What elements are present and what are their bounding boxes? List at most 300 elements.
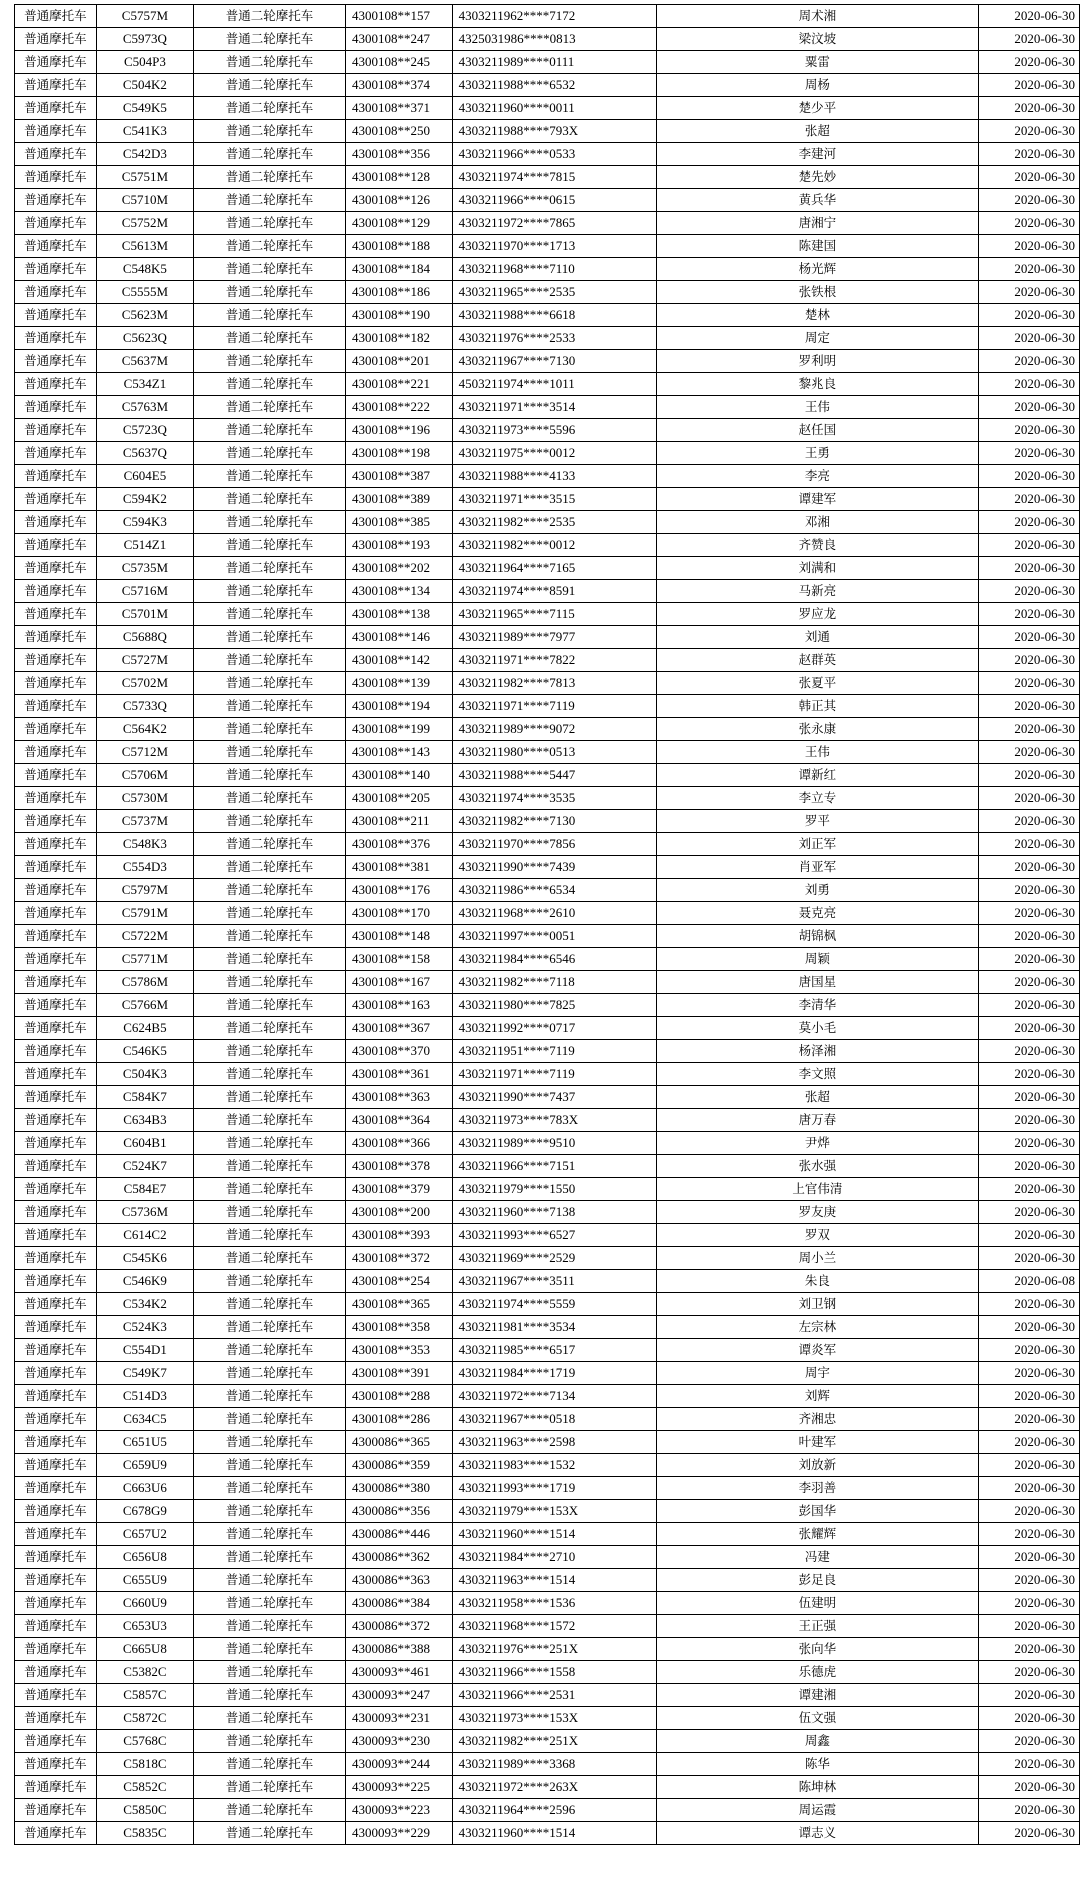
vehicle-type-cell: 普通二轮摩托车 bbox=[194, 649, 346, 672]
id-number-cell: 4303211964****7165 bbox=[452, 557, 657, 580]
file-number-cell: C5637M bbox=[96, 350, 193, 373]
file-number-cell: C5737M bbox=[96, 810, 193, 833]
id-number-cell: 4303211984****6546 bbox=[452, 948, 657, 971]
date-cell: 2020-06-30 bbox=[978, 74, 1079, 97]
table-row bbox=[15, 603, 1080, 626]
id-number-cell: 4303211966****7151 bbox=[452, 1155, 657, 1178]
name-cell: 周术湘 bbox=[657, 5, 978, 28]
name-cell: 刘正军 bbox=[657, 833, 978, 856]
id-number-cell: 4303211972****7865 bbox=[452, 212, 657, 235]
date-cell: 2020-06-30 bbox=[978, 1408, 1079, 1431]
license-class-cell: 普通摩托车 bbox=[15, 557, 97, 580]
license-class-cell: 普通摩托车 bbox=[15, 1822, 97, 1845]
id-number-cell: 4303211973****5596 bbox=[452, 419, 657, 442]
table-row bbox=[15, 1132, 1080, 1155]
license-class-cell: 普通摩托车 bbox=[15, 1546, 97, 1569]
file-number-cell: C5727M bbox=[96, 649, 193, 672]
id-number-cell: 4303211968****7110 bbox=[452, 258, 657, 281]
name-cell: 赵群英 bbox=[657, 649, 978, 672]
license-class-cell: 普通摩托车 bbox=[15, 534, 97, 557]
date-cell: 2020-06-30 bbox=[978, 1293, 1079, 1316]
date-cell: 2020-06-30 bbox=[978, 373, 1079, 396]
exam-ticket-cell: 4300108**176 bbox=[346, 879, 453, 902]
file-number-cell: C5382C bbox=[96, 1661, 193, 1684]
license-class-cell: 普通摩托车 bbox=[15, 1132, 97, 1155]
license-class-cell: 普通摩托车 bbox=[15, 1155, 97, 1178]
exam-ticket-cell: 4300108**194 bbox=[346, 695, 453, 718]
table-row bbox=[15, 1799, 1080, 1822]
id-number-cell: 4303211973****153X bbox=[452, 1707, 657, 1730]
exam-ticket-cell: 4300108**205 bbox=[346, 787, 453, 810]
exam-ticket-cell: 4300108**378 bbox=[346, 1155, 453, 1178]
name-cell: 罗友庚 bbox=[657, 1201, 978, 1224]
name-cell: 粟雷 bbox=[657, 51, 978, 74]
file-number-cell: C5736M bbox=[96, 1201, 193, 1224]
table-row bbox=[15, 833, 1080, 856]
vehicle-type-cell: 普通二轮摩托车 bbox=[194, 1132, 346, 1155]
table-row bbox=[15, 166, 1080, 189]
file-number-cell: C5733Q bbox=[96, 695, 193, 718]
date-cell: 2020-06-30 bbox=[978, 1385, 1079, 1408]
table-row bbox=[15, 120, 1080, 143]
file-number-cell: C5786M bbox=[96, 971, 193, 994]
name-cell: 马新亮 bbox=[657, 580, 978, 603]
table-body bbox=[15, 5, 1080, 1845]
file-number-cell: C5706M bbox=[96, 764, 193, 787]
license-class-cell: 普通摩托车 bbox=[15, 856, 97, 879]
id-number-cell: 4303211969****2529 bbox=[452, 1247, 657, 1270]
license-class-cell: 普通摩托车 bbox=[15, 1040, 97, 1063]
license-class-cell: 普通摩托车 bbox=[15, 580, 97, 603]
file-number-cell: C5850C bbox=[96, 1799, 193, 1822]
name-cell: 冯建 bbox=[657, 1546, 978, 1569]
vehicle-type-cell: 普通二轮摩托车 bbox=[194, 787, 346, 810]
license-class-cell: 普通摩托车 bbox=[15, 1017, 97, 1040]
license-class-cell: 普通摩托车 bbox=[15, 1684, 97, 1707]
file-number-cell: C554D1 bbox=[96, 1339, 193, 1362]
file-number-cell: C655U9 bbox=[96, 1569, 193, 1592]
license-class-cell: 普通摩托车 bbox=[15, 1362, 97, 1385]
table-row bbox=[15, 51, 1080, 74]
id-number-cell: 4303211975****0012 bbox=[452, 442, 657, 465]
vehicle-type-cell: 普通二轮摩托车 bbox=[194, 1201, 346, 1224]
name-cell: 莫小毛 bbox=[657, 1017, 978, 1040]
name-cell: 王正强 bbox=[657, 1615, 978, 1638]
table-row bbox=[15, 465, 1080, 488]
name-cell: 陈坤林 bbox=[657, 1776, 978, 1799]
exam-ticket-cell: 4300108**381 bbox=[346, 856, 453, 879]
vehicle-type-cell: 普通二轮摩托车 bbox=[194, 1431, 346, 1454]
vehicle-type-cell: 普通二轮摩托车 bbox=[194, 534, 346, 557]
file-number-cell: C584K7 bbox=[96, 1086, 193, 1109]
date-cell: 2020-06-30 bbox=[978, 1753, 1079, 1776]
date-cell: 2020-06-30 bbox=[978, 1684, 1079, 1707]
vehicle-type-cell: 普通二轮摩托车 bbox=[194, 1615, 346, 1638]
exam-ticket-cell: 4300108**364 bbox=[346, 1109, 453, 1132]
vehicle-type-cell: 普通二轮摩托车 bbox=[194, 764, 346, 787]
license-class-cell: 普通摩托车 bbox=[15, 833, 97, 856]
table-row bbox=[15, 557, 1080, 580]
exam-ticket-cell: 4300108**167 bbox=[346, 971, 453, 994]
id-number-cell: 4303211976****2533 bbox=[452, 327, 657, 350]
date-cell: 2020-06-30 bbox=[978, 1178, 1079, 1201]
exam-ticket-cell: 4300108**366 bbox=[346, 1132, 453, 1155]
table-row bbox=[15, 327, 1080, 350]
table-row bbox=[15, 373, 1080, 396]
name-cell: 罗应龙 bbox=[657, 603, 978, 626]
file-number-cell: C564K2 bbox=[96, 718, 193, 741]
vehicle-type-cell: 普通二轮摩托车 bbox=[194, 350, 346, 373]
file-number-cell: C5712M bbox=[96, 741, 193, 764]
id-number-cell: 4303211982****7118 bbox=[452, 971, 657, 994]
license-class-cell: 普通摩托车 bbox=[15, 166, 97, 189]
license-class-cell: 普通摩托车 bbox=[15, 97, 97, 120]
table-row bbox=[15, 948, 1080, 971]
file-number-cell: C614C2 bbox=[96, 1224, 193, 1247]
name-cell: 齐赞良 bbox=[657, 534, 978, 557]
exam-ticket-cell: 4300108**157 bbox=[346, 5, 453, 28]
vehicle-type-cell: 普通二轮摩托车 bbox=[194, 304, 346, 327]
name-cell: 尹烨 bbox=[657, 1132, 978, 1155]
id-number-cell: 4303211963****1514 bbox=[452, 1569, 657, 1592]
table-row bbox=[15, 1753, 1080, 1776]
vehicle-type-cell: 普通二轮摩托车 bbox=[194, 1155, 346, 1178]
exam-ticket-cell: 4300108**374 bbox=[346, 74, 453, 97]
id-number-cell: 4303211979****1550 bbox=[452, 1178, 657, 1201]
date-cell: 2020-06-30 bbox=[978, 1707, 1079, 1730]
vehicle-type-cell: 普通二轮摩托车 bbox=[194, 1569, 346, 1592]
license-class-cell: 普通摩托车 bbox=[15, 258, 97, 281]
exam-ticket-cell: 4300108**254 bbox=[346, 1270, 453, 1293]
id-number-cell: 4303211992****0717 bbox=[452, 1017, 657, 1040]
file-number-cell: C542D3 bbox=[96, 143, 193, 166]
date-cell: 2020-06-30 bbox=[978, 557, 1079, 580]
date-cell: 2020-06-30 bbox=[978, 1109, 1079, 1132]
date-cell: 2020-06-30 bbox=[978, 465, 1079, 488]
license-class-cell: 普通摩托车 bbox=[15, 1500, 97, 1523]
vehicle-type-cell: 普通二轮摩托车 bbox=[194, 419, 346, 442]
name-cell: 谭建军 bbox=[657, 488, 978, 511]
table-row bbox=[15, 695, 1080, 718]
name-cell: 李建河 bbox=[657, 143, 978, 166]
file-number-cell: C514D3 bbox=[96, 1385, 193, 1408]
date-cell: 2020-06-30 bbox=[978, 810, 1079, 833]
license-class-cell: 普通摩托车 bbox=[15, 1178, 97, 1201]
license-class-cell: 普通摩托车 bbox=[15, 1523, 97, 1546]
id-number-cell: 4303211993****6527 bbox=[452, 1224, 657, 1247]
id-number-cell: 4303211958****1536 bbox=[452, 1592, 657, 1615]
date-cell: 2020-06-30 bbox=[978, 1040, 1079, 1063]
file-number-cell: C546K5 bbox=[96, 1040, 193, 1063]
table-row bbox=[15, 304, 1080, 327]
name-cell: 周颖 bbox=[657, 948, 978, 971]
vehicle-type-cell: 普通二轮摩托车 bbox=[194, 718, 346, 741]
id-number-cell: 4303211974****3535 bbox=[452, 787, 657, 810]
name-cell: 刘放新 bbox=[657, 1454, 978, 1477]
vehicle-type-cell: 普通二轮摩托车 bbox=[194, 465, 346, 488]
name-cell: 周小兰 bbox=[657, 1247, 978, 1270]
date-cell: 2020-06-30 bbox=[978, 51, 1079, 74]
exam-ticket-cell: 4300108**186 bbox=[346, 281, 453, 304]
vehicle-type-cell: 普通二轮摩托车 bbox=[194, 580, 346, 603]
license-class-cell: 普通摩托车 bbox=[15, 902, 97, 925]
file-number-cell: C594K3 bbox=[96, 511, 193, 534]
table-row bbox=[15, 1592, 1080, 1615]
license-class-cell: 普通摩托车 bbox=[15, 1661, 97, 1684]
license-class-cell: 普通摩托车 bbox=[15, 235, 97, 258]
table-row bbox=[15, 212, 1080, 235]
name-cell: 张夏平 bbox=[657, 672, 978, 695]
license-class-cell: 普通摩托车 bbox=[15, 1569, 97, 1592]
date-cell: 2020-06-30 bbox=[978, 787, 1079, 810]
id-number-cell: 4303211972****263X bbox=[452, 1776, 657, 1799]
license-class-cell: 普通摩托车 bbox=[15, 5, 97, 28]
vehicle-type-cell: 普通二轮摩托车 bbox=[194, 741, 346, 764]
exam-ticket-cell: 4300086**446 bbox=[346, 1523, 453, 1546]
date-cell: 2020-06-30 bbox=[978, 741, 1079, 764]
date-cell: 2020-06-30 bbox=[978, 304, 1079, 327]
id-number-cell: 4303211972****7134 bbox=[452, 1385, 657, 1408]
vehicle-type-cell: 普通二轮摩托车 bbox=[194, 1408, 346, 1431]
vehicle-type-cell: 普通二轮摩托车 bbox=[194, 810, 346, 833]
license-class-cell: 普通摩托车 bbox=[15, 143, 97, 166]
exam-ticket-cell: 4300108**134 bbox=[346, 580, 453, 603]
table-row bbox=[15, 97, 1080, 120]
id-number-cell: 4303211988****5447 bbox=[452, 764, 657, 787]
exam-ticket-cell: 4300093**230 bbox=[346, 1730, 453, 1753]
exam-ticket-cell: 4300108**126 bbox=[346, 189, 453, 212]
id-number-cell: 4303211982****2535 bbox=[452, 511, 657, 534]
file-number-cell: C584E7 bbox=[96, 1178, 193, 1201]
file-number-cell: C678G9 bbox=[96, 1500, 193, 1523]
table-row bbox=[15, 1546, 1080, 1569]
table-row bbox=[15, 1270, 1080, 1293]
date-cell: 2020-06-30 bbox=[978, 1569, 1079, 1592]
table-row bbox=[15, 718, 1080, 741]
name-cell: 左宗林 bbox=[657, 1316, 978, 1339]
table-row bbox=[15, 258, 1080, 281]
name-cell: 谭建湘 bbox=[657, 1684, 978, 1707]
name-cell: 杨光辉 bbox=[657, 258, 978, 281]
exam-ticket-cell: 4300108**142 bbox=[346, 649, 453, 672]
exam-ticket-cell: 4300108**182 bbox=[346, 327, 453, 350]
id-number-cell: 4303211971****3515 bbox=[452, 488, 657, 511]
date-cell: 2020-06-30 bbox=[978, 1063, 1079, 1086]
license-class-cell: 普通摩托车 bbox=[15, 1339, 97, 1362]
license-class-cell: 普通摩托车 bbox=[15, 948, 97, 971]
table-row bbox=[15, 1523, 1080, 1546]
license-class-cell: 普通摩托车 bbox=[15, 1201, 97, 1224]
name-cell: 陈建国 bbox=[657, 235, 978, 258]
id-number-cell: 4303211988****6618 bbox=[452, 304, 657, 327]
id-number-cell: 4303211988****6532 bbox=[452, 74, 657, 97]
date-cell: 2020-06-30 bbox=[978, 948, 1079, 971]
name-cell: 杨泽湘 bbox=[657, 1040, 978, 1063]
exam-ticket-cell: 4300108**158 bbox=[346, 948, 453, 971]
file-number-cell: C5710M bbox=[96, 189, 193, 212]
license-class-cell: 普通摩托车 bbox=[15, 1477, 97, 1500]
file-number-cell: C5797M bbox=[96, 879, 193, 902]
table-row bbox=[15, 649, 1080, 672]
license-class-cell: 普通摩托车 bbox=[15, 1431, 97, 1454]
id-number-cell: 4303211966****0533 bbox=[452, 143, 657, 166]
table-row bbox=[15, 1707, 1080, 1730]
license-class-cell: 普通摩托车 bbox=[15, 189, 97, 212]
table-row bbox=[15, 488, 1080, 511]
name-cell: 李亮 bbox=[657, 465, 978, 488]
id-number-cell: 4503211974****1011 bbox=[452, 373, 657, 396]
table-row bbox=[15, 1454, 1080, 1477]
file-number-cell: C534Z1 bbox=[96, 373, 193, 396]
id-number-cell: 4303211971****3514 bbox=[452, 396, 657, 419]
vehicle-type-cell: 普通二轮摩托车 bbox=[194, 1638, 346, 1661]
file-number-cell: C5701M bbox=[96, 603, 193, 626]
date-cell: 2020-06-30 bbox=[978, 442, 1079, 465]
exam-ticket-cell: 4300108**211 bbox=[346, 810, 453, 833]
exam-ticket-cell: 4300093**223 bbox=[346, 1799, 453, 1822]
vehicle-type-cell: 普通二轮摩托车 bbox=[194, 281, 346, 304]
table-row bbox=[15, 74, 1080, 97]
license-class-cell: 普通摩托车 bbox=[15, 1707, 97, 1730]
id-number-cell: 4303211990****7437 bbox=[452, 1086, 657, 1109]
vehicle-type-cell: 普通二轮摩托车 bbox=[194, 1592, 346, 1615]
table-row bbox=[15, 1293, 1080, 1316]
exam-ticket-cell: 4300108**202 bbox=[346, 557, 453, 580]
table-row bbox=[15, 419, 1080, 442]
date-cell: 2020-06-30 bbox=[978, 1523, 1079, 1546]
name-cell: 周定 bbox=[657, 327, 978, 350]
license-class-cell: 普通摩托车 bbox=[15, 1592, 97, 1615]
table-row bbox=[15, 1063, 1080, 1086]
table-row bbox=[15, 1684, 1080, 1707]
id-number-cell: 4303211997****0051 bbox=[452, 925, 657, 948]
name-cell: 张水强 bbox=[657, 1155, 978, 1178]
date-cell: 2020-06-30 bbox=[978, 971, 1079, 994]
vehicle-type-cell: 普通二轮摩托车 bbox=[194, 557, 346, 580]
name-cell: 胡锦枫 bbox=[657, 925, 978, 948]
date-cell: 2020-06-30 bbox=[978, 1592, 1079, 1615]
table-row bbox=[15, 1661, 1080, 1684]
file-number-cell: C665U8 bbox=[96, 1638, 193, 1661]
file-number-cell: C5751M bbox=[96, 166, 193, 189]
table-row bbox=[15, 994, 1080, 1017]
exam-ticket-cell: 4300108**247 bbox=[346, 28, 453, 51]
vehicle-type-cell: 普通二轮摩托车 bbox=[194, 5, 346, 28]
date-cell: 2020-06-30 bbox=[978, 1339, 1079, 1362]
date-cell: 2020-06-30 bbox=[978, 580, 1079, 603]
license-class-cell: 普通摩托车 bbox=[15, 603, 97, 626]
exam-ticket-cell: 4300108**138 bbox=[346, 603, 453, 626]
table-row bbox=[15, 879, 1080, 902]
vehicle-type-cell: 普通二轮摩托车 bbox=[194, 1247, 346, 1270]
id-number-cell: 4303211974****5559 bbox=[452, 1293, 657, 1316]
license-class-cell: 普通摩托车 bbox=[15, 212, 97, 235]
license-class-cell: 普通摩托车 bbox=[15, 1454, 97, 1477]
license-class-cell: 普通摩托车 bbox=[15, 74, 97, 97]
vehicle-type-cell: 普通二轮摩托车 bbox=[194, 97, 346, 120]
id-number-cell: 4325031986****0813 bbox=[452, 28, 657, 51]
file-number-cell: C504K3 bbox=[96, 1063, 193, 1086]
date-cell: 2020-06-30 bbox=[978, 327, 1079, 350]
vehicle-type-cell: 普通二轮摩托车 bbox=[194, 488, 346, 511]
id-number-cell: 4303211970****7856 bbox=[452, 833, 657, 856]
date-cell: 2020-06-30 bbox=[978, 166, 1079, 189]
id-number-cell: 4303211993****1719 bbox=[452, 1477, 657, 1500]
exam-ticket-cell: 4300093**461 bbox=[346, 1661, 453, 1684]
vehicle-type-cell: 普通二轮摩托车 bbox=[194, 1224, 346, 1247]
id-number-cell: 4303211968****2610 bbox=[452, 902, 657, 925]
license-class-cell: 普通摩托车 bbox=[15, 465, 97, 488]
name-cell: 王伟 bbox=[657, 741, 978, 764]
file-number-cell: C546K9 bbox=[96, 1270, 193, 1293]
exam-ticket-cell: 4300108**140 bbox=[346, 764, 453, 787]
vehicle-type-cell: 普通二轮摩托车 bbox=[194, 1293, 346, 1316]
id-number-cell: 4303211989****0111 bbox=[452, 51, 657, 74]
date-cell: 2020-06-30 bbox=[978, 1799, 1079, 1822]
id-number-cell: 4303211980****0513 bbox=[452, 741, 657, 764]
date-cell: 2020-06-30 bbox=[978, 1132, 1079, 1155]
vehicle-type-cell: 普通二轮摩托车 bbox=[194, 235, 346, 258]
license-class-cell: 普通摩托车 bbox=[15, 419, 97, 442]
name-cell: 梁汶坡 bbox=[657, 28, 978, 51]
date-cell: 2020-06-30 bbox=[978, 1224, 1079, 1247]
id-number-cell: 4303211982****7813 bbox=[452, 672, 657, 695]
name-cell: 邓湘 bbox=[657, 511, 978, 534]
exam-ticket-cell: 4300108**184 bbox=[346, 258, 453, 281]
name-cell: 罗利明 bbox=[657, 350, 978, 373]
file-number-cell: C545K6 bbox=[96, 1247, 193, 1270]
id-number-cell: 4303211966****0615 bbox=[452, 189, 657, 212]
table-row bbox=[15, 28, 1080, 51]
license-class-cell: 普通摩托车 bbox=[15, 1799, 97, 1822]
date-cell: 2020-06-30 bbox=[978, 511, 1079, 534]
vehicle-type-cell: 普通二轮摩托车 bbox=[194, 1086, 346, 1109]
vehicle-type-cell: 普通二轮摩托车 bbox=[194, 1753, 346, 1776]
name-cell: 李立专 bbox=[657, 787, 978, 810]
date-cell: 2020-06-30 bbox=[978, 1017, 1079, 1040]
name-cell: 黎兆良 bbox=[657, 373, 978, 396]
date-cell: 2020-06-30 bbox=[978, 1477, 1079, 1500]
vehicle-type-cell: 普通二轮摩托车 bbox=[194, 1316, 346, 1339]
name-cell: 李文照 bbox=[657, 1063, 978, 1086]
name-cell: 楚先妙 bbox=[657, 166, 978, 189]
date-cell: 2020-06-30 bbox=[978, 1615, 1079, 1638]
file-number-cell: C548K5 bbox=[96, 258, 193, 281]
id-number-cell: 4303211960****1514 bbox=[452, 1822, 657, 1845]
id-number-cell: 4303211986****6534 bbox=[452, 879, 657, 902]
table-row bbox=[15, 350, 1080, 373]
id-number-cell: 4303211965****7115 bbox=[452, 603, 657, 626]
file-number-cell: C504P3 bbox=[96, 51, 193, 74]
file-number-cell: C594K2 bbox=[96, 488, 193, 511]
table-row bbox=[15, 626, 1080, 649]
name-cell: 刘勇 bbox=[657, 879, 978, 902]
exam-ticket-cell: 4300108**199 bbox=[346, 718, 453, 741]
date-cell: 2020-06-30 bbox=[978, 1500, 1079, 1523]
file-number-cell: C5818C bbox=[96, 1753, 193, 1776]
vehicle-type-cell: 普通二轮摩托车 bbox=[194, 856, 346, 879]
exam-ticket-cell: 4300086**380 bbox=[346, 1477, 453, 1500]
license-class-cell: 普通摩托车 bbox=[15, 741, 97, 764]
vehicle-type-cell: 普通二轮摩托车 bbox=[194, 672, 346, 695]
file-number-cell: C5973Q bbox=[96, 28, 193, 51]
file-number-cell: C5735M bbox=[96, 557, 193, 580]
license-record-table bbox=[14, 4, 1080, 1845]
file-number-cell: C524K7 bbox=[96, 1155, 193, 1178]
table-row bbox=[15, 1822, 1080, 1845]
name-cell: 谭志义 bbox=[657, 1822, 978, 1845]
table-row bbox=[15, 442, 1080, 465]
